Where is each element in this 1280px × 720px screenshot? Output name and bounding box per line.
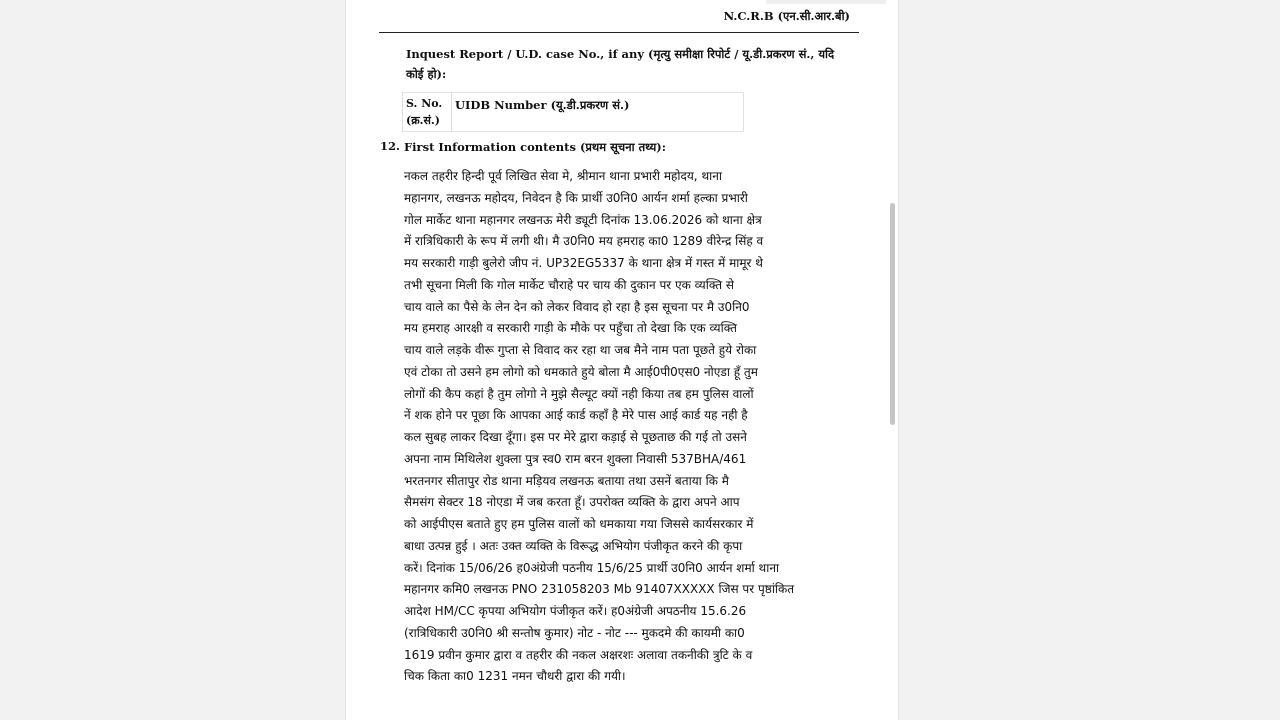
uidb-table (402, 92, 744, 132)
body-text-line: आदेश HM/CC कृपया अभियोग पंजीकृत करें। ह0अंग्रेजी अपठनीय 15.6.26 (404, 604, 747, 618)
body-text-line: बाधा उत्पन्न हुई । अतः उक्त व्यक्ति के विरूद्ध अभियोग पंजीकृत करने की कृपा (404, 538, 743, 553)
uidb-number-header: UIDB Number (यू.डी.प्रकरण सं.) (455, 98, 630, 112)
body-text-line: कल सुबह लाकर दिखा दूँगा। इस पर मेरे द्वारा कड़ाई से पूछताछ की गई तो उसने (404, 430, 747, 444)
body-text-line: एवं टोका तो उसने हम लोगो को धमकाते हुये बोला मै आई0पी0एस0 नोएडा हूँ तुम (404, 364, 758, 379)
body-text-line: महानगर कमि0 लखनऊ PNO 231058203 Mb 91407XXXXX जिस पर पृष्ठांकित (404, 582, 795, 597)
body-text-line: मय सरकारी गाड़ी बुलेरो जीप नं. UP32EG5337 के थाना क्षेत्र में गस्त में मामूर थे (404, 256, 763, 270)
body-text-line: चिक किता का0 1231 नमन चौधरी द्वारा की गयी। (404, 669, 626, 684)
body-text-line: सैमसंग सेक्टर 18 नोएडा में जब करता हूँ। उपरोक्त व्यक्ति के द्वारा अपने आप (404, 495, 740, 510)
body-text-line: महानगर, लखनऊ महोदय, निवेदन है कि प्रार्थी उ0नि0 आर्यन शर्मा हल्का प्रभारी (404, 190, 748, 205)
section-title: First Information contents (प्रथम सूचना तथ्य): (404, 140, 666, 154)
body-text-line: नें शक होने पर पूछा कि आपका आई कार्ड कहाँ है मेरे पास आई कार्ड यह नही है (404, 408, 748, 423)
vertical-scrollbar[interactable] (890, 203, 895, 425)
body-text-line: गोल मार्केट थाना महानगर लखनऊ मेरी ड्यूटी दिनांक 13.06.2026 को थाना क्षेत्र (404, 212, 762, 227)
body-text-line: में रात्रिधिकारी के रूप में लगी थी। मै उ0नि0 मय हमराह का0 1289 वीरेन्द्र सिंह व (404, 234, 764, 249)
top-fade (766, 0, 886, 4)
body-text-line: करें। दिनांक 15/06/26 ह0अंग्रेजी पठनीय 15/6/25 प्रार्थी उ0नि0 आर्यन शर्मा थाना (404, 560, 780, 575)
document-page (345, 0, 899, 720)
body-text-line: चाय वाले का पैसे के लेन देन को लेकर विवाद हो रहा है इस सूचना पर मै उ0नि0 (404, 299, 750, 314)
uidb-sno-header: S. No. (क्र.सं.) (403, 93, 452, 131)
body-text-line: नकल तहरीर हिन्दी पूर्व लिखित सेवा मे, श्रीमान थाना प्रभारी महोदय, थाना (404, 169, 722, 183)
body-text-line: (रात्रिधिकारी उ0नि0 श्री सन्तोष कुमार) नोट - नोट --- मुकदमे की कायमी का0 (404, 625, 745, 640)
body-text-line: लोगों की कैप कहां है तुम लोगो ने मुझे सैल्यूट क्यों नही किया तब हम पुलिस वालों (404, 386, 754, 401)
body-text-line: को आईपीएस बताते हुए हम पुलिस वालों को धमकाया गया जिससे कार्यसरकार में (404, 517, 754, 531)
ncrb-header: N.C.R.B (एन.सी.आर.बी) (723, 9, 850, 23)
section-number: 12. (380, 139, 401, 153)
body-text-line: अपना नाम मिथिलेश शुक्ला पुत्र स्व0 राम बरन शुक्ला निवासी 537BHA/461 (404, 451, 747, 466)
header-divider (379, 32, 859, 33)
first-information-contents (404, 166, 856, 688)
body-text-line: मय हमराह आरक्षी व सरकारी गाड़ी के मौके पर पहुँचा तो देखा कि एक व्यक्ति (404, 321, 738, 336)
inquest-report-label: Inquest Report / U.D. case No., if any (मृत्यु समीक्षा रिपोर्ट / यू.डी.प्रकरण सं., यदि कोई हो): (406, 47, 835, 81)
body-text-line: भरतनगर सीतापुर रोड थाना मड़ियव लखनऊ बताया तथा उसनें बताया कि मै (404, 473, 729, 488)
body-text-line: चाय वाले लड़के वीरू गुप्ता से विवाद कर रहा था जब मैने नाम पता पूछते हुये रोका (404, 343, 757, 357)
body-text-line: 1619 प्रवीन कुमार द्वारा व तहरीर की नकल अक्षरशः अलावा तकनीकी त्रुटि के व (404, 647, 753, 662)
body-text-line: तभी सूचना मिली कि गोल मार्केट चौराहे पर चाय की दुकान पर एक व्यक्ति से (404, 277, 735, 292)
